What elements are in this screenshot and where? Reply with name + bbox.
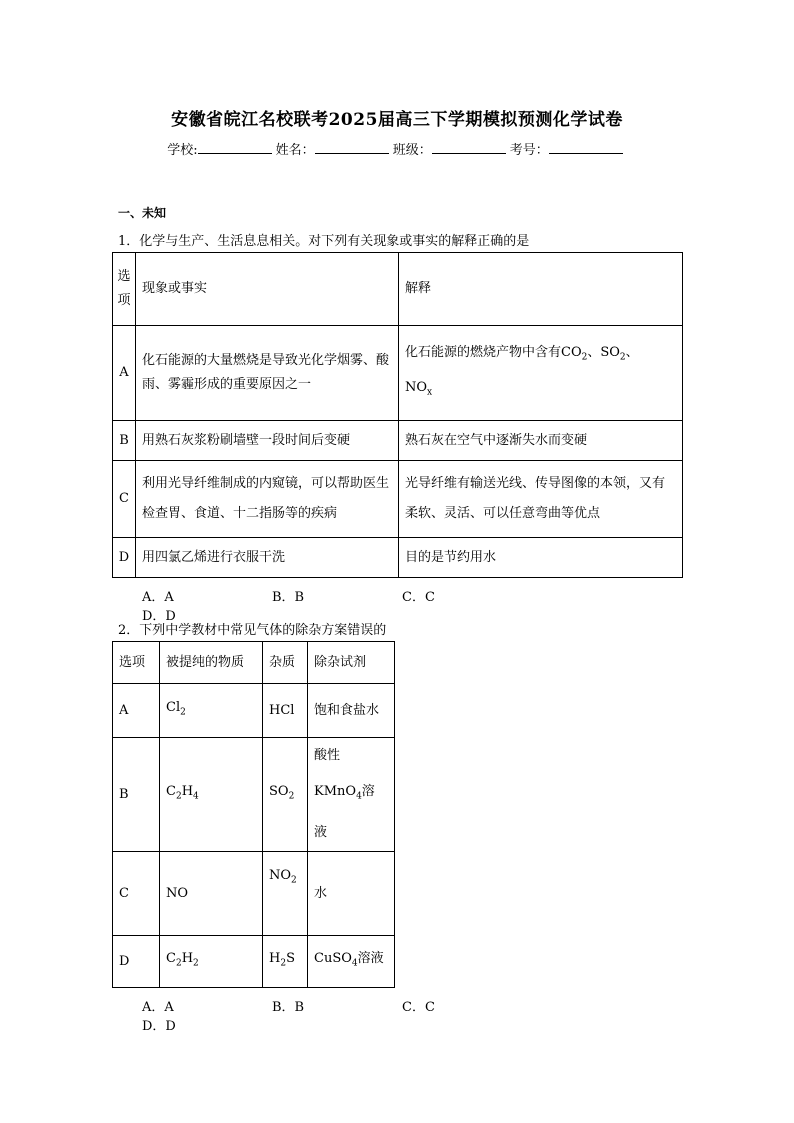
table-header-row <box>113 642 395 684</box>
exam-title: 安徽省皖江名校联考2025届高三下学期模拟预测化学试卷 <box>171 110 623 130</box>
row-impurity: HCl <box>263 684 308 738</box>
row-option: C <box>113 461 136 538</box>
header-option: 选项 <box>113 253 136 326</box>
student-info-line <box>0 139 794 158</box>
row-explain: 化石能源的燃烧产物中含有$CO_2$、$SO_2$、 $NO_x$ <box>399 326 683 421</box>
row-substance: $Cl_2$ <box>160 684 263 738</box>
row-fact: 化石能源的大量燃烧是导致光化学烟雾、酸雨、雾霾形成的重要原因之一 <box>136 326 399 421</box>
row-explain: 熟石灰在空气中逐渐失水而变硬 <box>399 421 683 461</box>
question-1-table <box>112 252 683 578</box>
table-row <box>113 936 395 988</box>
header-fact: 现象或事实 <box>136 253 399 326</box>
row-fact: 用四氯乙烯进行衣服干洗 <box>136 538 399 578</box>
row-fact: 用熟石灰浆粉刷墙壁一段时间后变硬 <box>136 421 399 461</box>
choice-d[interactable]: D．D <box>142 609 176 624</box>
header-impurity: 杂质 <box>263 642 308 684</box>
row-substance: $C_2H_2$ <box>160 936 263 988</box>
row-option: D <box>113 936 160 988</box>
table-row <box>113 738 395 852</box>
row-option: A <box>113 684 160 738</box>
row-reagent: 酸性 KMnO$_4$溶 液 <box>308 738 395 852</box>
name-label: 姓名： <box>275 143 315 158</box>
row-explain: 目的是节约用水 <box>399 538 683 578</box>
header-reagent: 除杂试剂 <box>308 642 395 684</box>
choice-b[interactable]: B．B <box>272 590 305 605</box>
question-1-stem: 1．化学与生产、生活息息相关。对下列有关现象或事实的解释正确的是 <box>118 234 530 249</box>
choice-a[interactable]: A．A <box>142 590 174 605</box>
school-label: 学校: <box>167 143 198 158</box>
row-reagent: 饱和食盐水 <box>308 684 395 738</box>
question-2-stem: 2．下列中学教材中常见气体的除杂方案错误的 <box>118 623 387 638</box>
table-row <box>113 326 683 421</box>
row-impurity: $H_2S$ <box>263 936 308 988</box>
question-2-table <box>112 641 395 988</box>
choice-b[interactable]: B．B <box>272 1000 305 1015</box>
row-option: B <box>113 738 160 852</box>
row-reagent: 水 <box>308 852 395 936</box>
table-header-row <box>113 253 683 326</box>
choice-c[interactable]: C．C <box>402 590 435 605</box>
question-2-choices <box>142 996 622 1034</box>
exam-no-blank <box>549 141 623 154</box>
row-fact: 利用光导纤维制成的内窥镜，可以帮助医生检查胃、食道、十二指肠等的疾病 <box>136 461 399 538</box>
choice-c[interactable]: C．C <box>402 1000 435 1015</box>
exam-no-label: 考号： <box>509 143 549 158</box>
header-option: 选项 <box>113 642 160 684</box>
row-explain: 光导纤维有输送光线、传导图像的本领，又有柔软、灵活、可以任意弯曲等优点 <box>399 461 683 538</box>
row-reagent: CuSO$_4$溶液 <box>308 936 395 988</box>
row-option: D <box>113 538 136 578</box>
table-row <box>113 852 395 936</box>
row-option: C <box>113 852 160 936</box>
row-impurity: $NO_2$ <box>263 852 308 936</box>
school-blank <box>198 141 272 154</box>
header-explain: 解释 <box>399 253 683 326</box>
name-blank <box>315 141 389 154</box>
table-row <box>113 421 683 461</box>
table-row <box>113 461 683 538</box>
row-option: B <box>113 421 136 461</box>
row-substance: NO <box>160 852 263 936</box>
class-blank <box>432 141 506 154</box>
row-option: A <box>113 326 136 421</box>
section-heading: 一、未知 <box>118 206 167 220</box>
choice-a[interactable]: A．A <box>142 1000 174 1015</box>
row-substance: $C_2H_4$ <box>160 738 263 852</box>
table-row <box>113 538 683 578</box>
class-label: 班级： <box>392 143 432 158</box>
choice-d[interactable]: D．D <box>142 1019 176 1034</box>
table-row <box>113 684 395 738</box>
row-impurity: $SO_2$ <box>263 738 308 852</box>
header-substance: 被提纯的物质 <box>160 642 263 684</box>
